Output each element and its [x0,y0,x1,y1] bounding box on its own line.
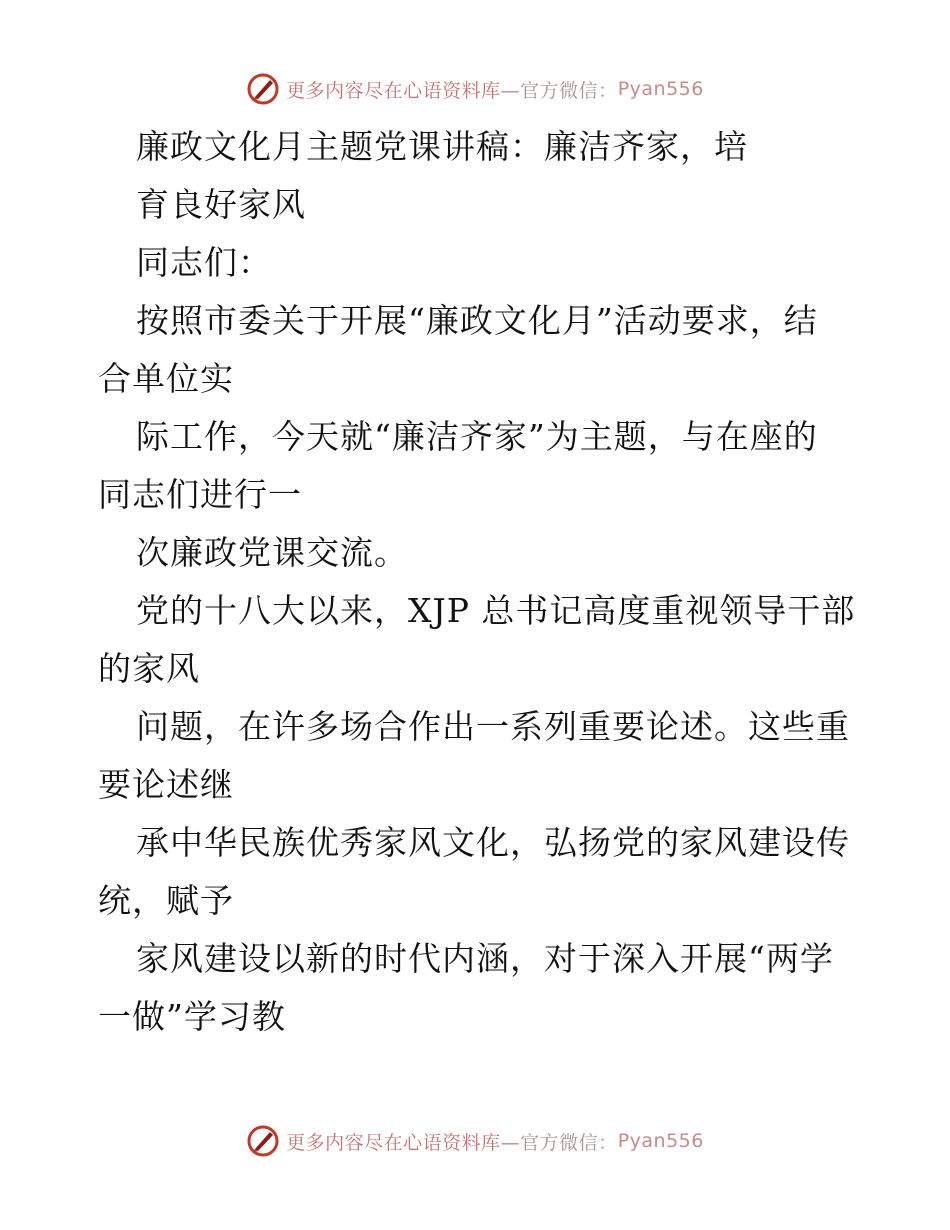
doc-line: 同志们： [136,243,272,282]
doc-line: 的家风 [98,649,200,688]
doc-line: 承中华民族优秀家风文化，弘扬党的家风建设传 [136,823,850,862]
doc-line: 问题，在许多场合作出一系列重要论述。这些重 [136,707,850,746]
doc-line: 廉政文化月主题党课讲稿：廉洁齐家，培 [136,127,748,166]
header-watermark [0,72,950,106]
watermark-wechat-id: Pyan556 [617,78,704,100]
doc-line: 次廉政党课交流。 [136,533,408,572]
footer-watermark [0,1124,950,1158]
document-body [98,118,858,1046]
doc-line: 按照市委关于开展“廉政文化月”活动要求，结 [136,301,818,340]
doc-line: 要论述继 [98,765,234,804]
doc-line: 合单位实 [98,359,234,398]
doc-line: 一做”学习教 [98,997,286,1036]
doc-line: 党的十八大以来，XJP 总书记高度重视领导干部 [136,591,856,630]
quill-logo-icon [246,1124,280,1158]
watermark-main-text: 更多内容尽在心语资料库 [286,79,501,102]
doc-line: 际工作，今天就“廉洁齐家”为主题，与在座的 [136,417,818,456]
quill-logo-icon [246,72,280,106]
doc-line: 同志们进行一 [98,475,302,514]
doc-line: 统，赋予 [98,881,234,920]
doc-line: 育良好家风 [136,185,306,224]
doc-line: 家风建设以新的时代内涵，对于深入开展“两学 [136,939,834,978]
watermark-wechat-label: —官方微信： [500,79,618,102]
watermark-wechat-label: —官方微信： [500,1131,618,1154]
watermark-wechat-id: Pyan556 [617,1130,704,1152]
watermark-main-text: 更多内容尽在心语资料库 [286,1131,501,1154]
